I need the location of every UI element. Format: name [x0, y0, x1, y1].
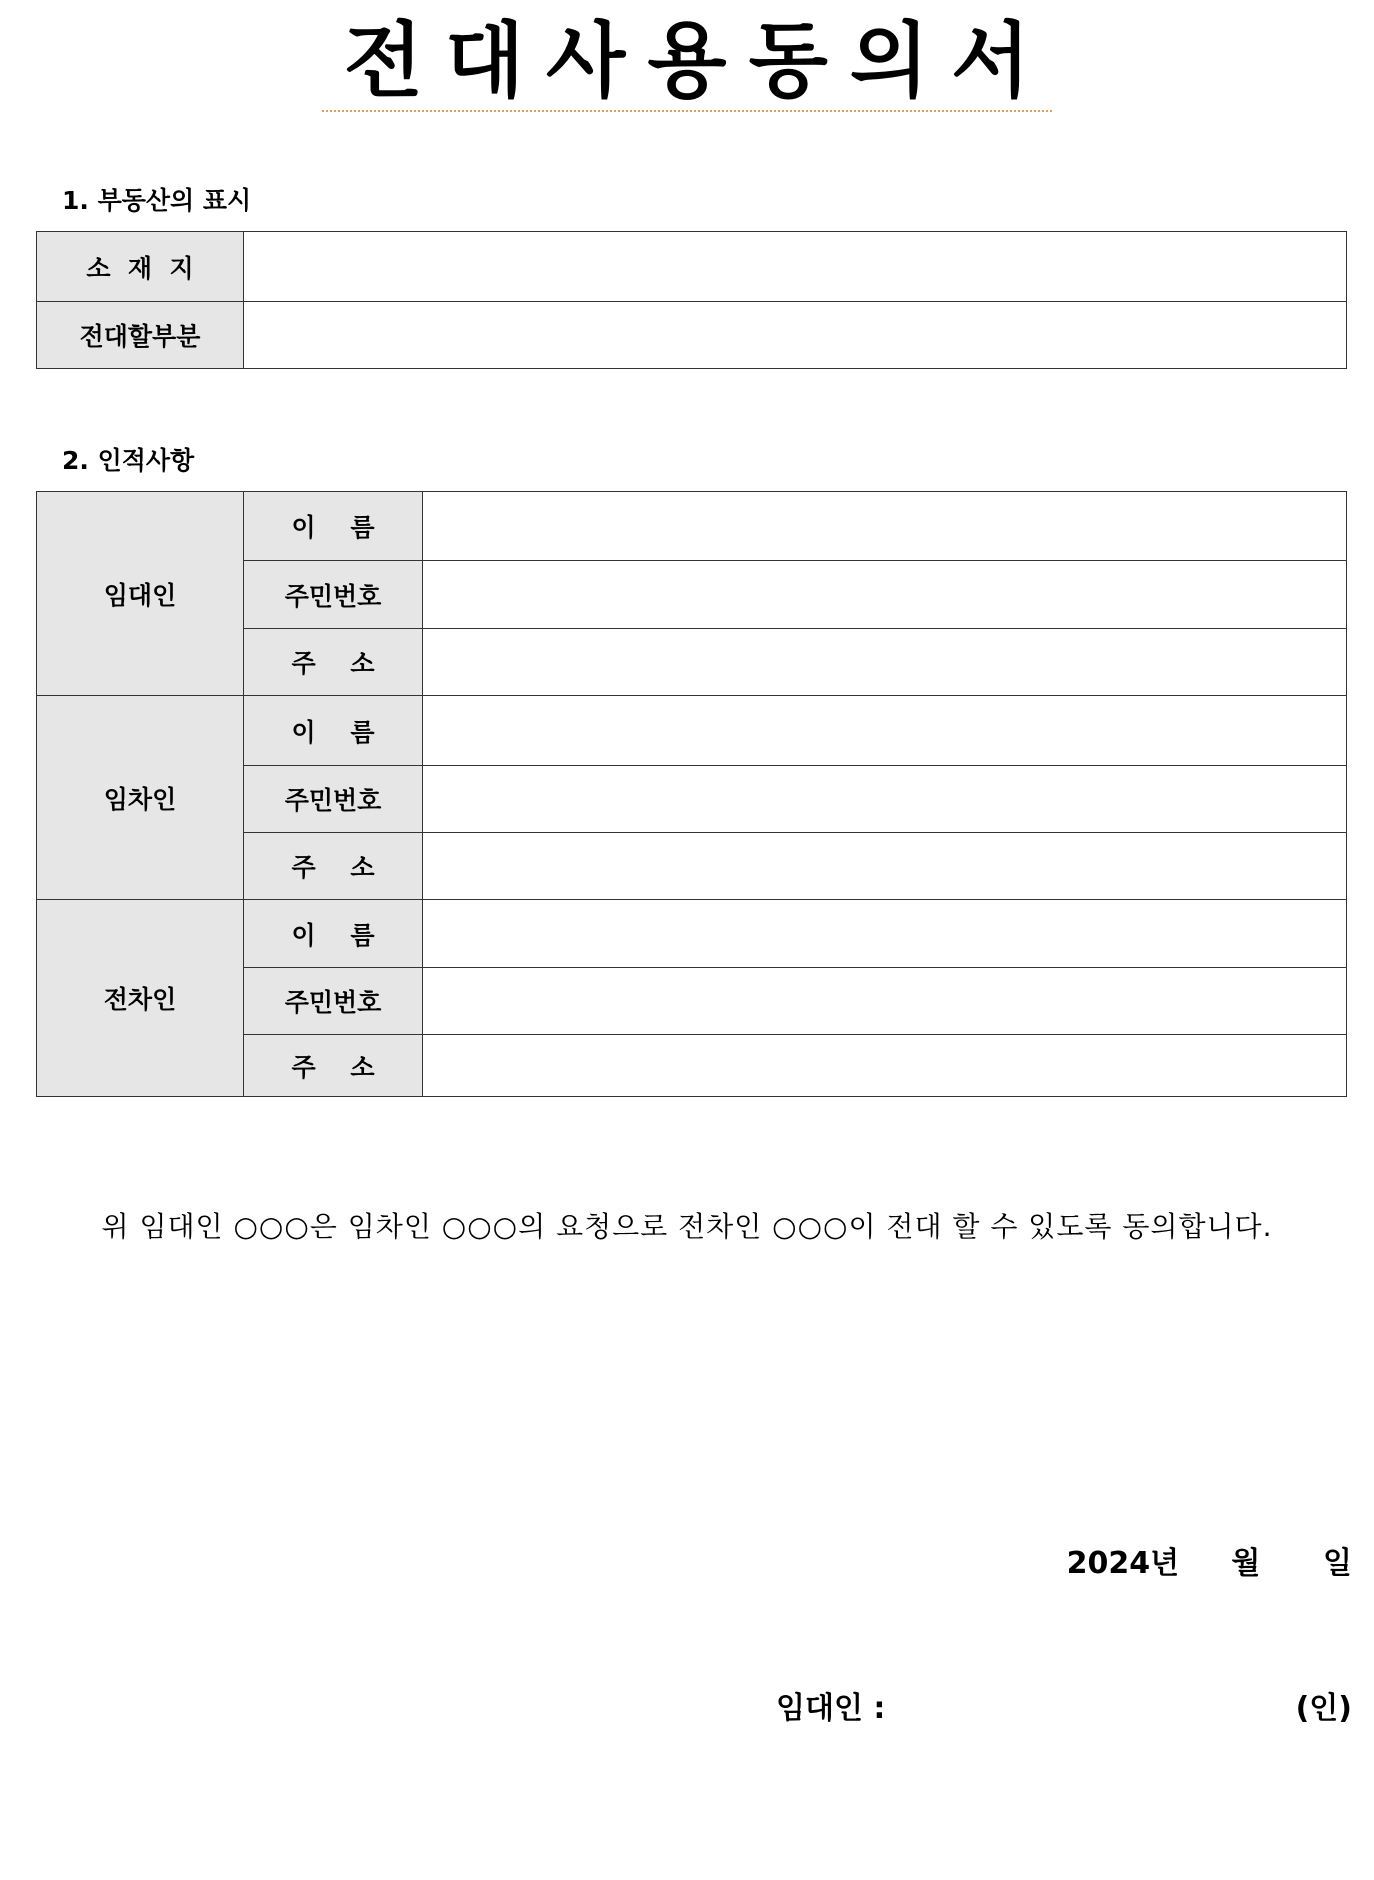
- sublet-area-value[interactable]: [244, 302, 1347, 369]
- tenant-name-value[interactable]: [423, 696, 1347, 766]
- field-label-address: 주 소: [244, 1035, 423, 1097]
- subtenant-name-value[interactable]: [423, 900, 1347, 968]
- landlord-address-value[interactable]: [423, 629, 1347, 696]
- parties-table: [36, 491, 1347, 1097]
- field-label-id-number: 주민번호: [244, 561, 423, 629]
- field-label-address: 주 소: [244, 833, 423, 900]
- subtenant-address-value[interactable]: [423, 1035, 1347, 1097]
- section-heading-parties: 2. 인적사항: [62, 446, 195, 475]
- table-row: [37, 302, 1347, 369]
- consent-statement: 위 임대인 ○○○은 임차인 ○○○의 요청으로 전차인 ○○○이 전대 할 수 있도록 동의합니다.: [101, 1210, 1273, 1243]
- section-heading-property: 1. 부동산의 표시: [62, 186, 252, 215]
- table-row: [37, 232, 1347, 302]
- field-label-address: 주 소: [244, 629, 423, 696]
- location-value[interactable]: [244, 232, 1347, 302]
- tenant-address-value[interactable]: [423, 833, 1347, 900]
- date-line: 2024년 월 일: [1066, 1546, 1352, 1581]
- document-title: 전대사용동의서: [0, 14, 1374, 112]
- property-table: [36, 231, 1347, 369]
- table-row: [37, 900, 1347, 968]
- location-label: 소 재 지: [37, 232, 244, 302]
- field-label-name: 이 름: [244, 492, 423, 561]
- role-landlord: 임대인: [37, 492, 244, 696]
- field-label-name: 이 름: [244, 696, 423, 766]
- role-subtenant: 전차인: [37, 900, 244, 1097]
- table-row: [37, 492, 1347, 561]
- sublet-area-label: 전대할부분: [37, 302, 244, 369]
- field-label-id-number: 주민번호: [244, 968, 423, 1035]
- landlord-name-value[interactable]: [423, 492, 1347, 561]
- field-label-id-number: 주민번호: [244, 766, 423, 833]
- field-label-name: 이 름: [244, 900, 423, 968]
- signature-label: 임대인 :: [776, 1691, 886, 1726]
- subtenant-id-value[interactable]: [423, 968, 1347, 1035]
- tenant-id-value[interactable]: [423, 766, 1347, 833]
- role-tenant: 임차인: [37, 696, 244, 900]
- seal-mark: (인): [1295, 1691, 1352, 1726]
- table-row: [37, 696, 1347, 766]
- landlord-id-value[interactable]: [423, 561, 1347, 629]
